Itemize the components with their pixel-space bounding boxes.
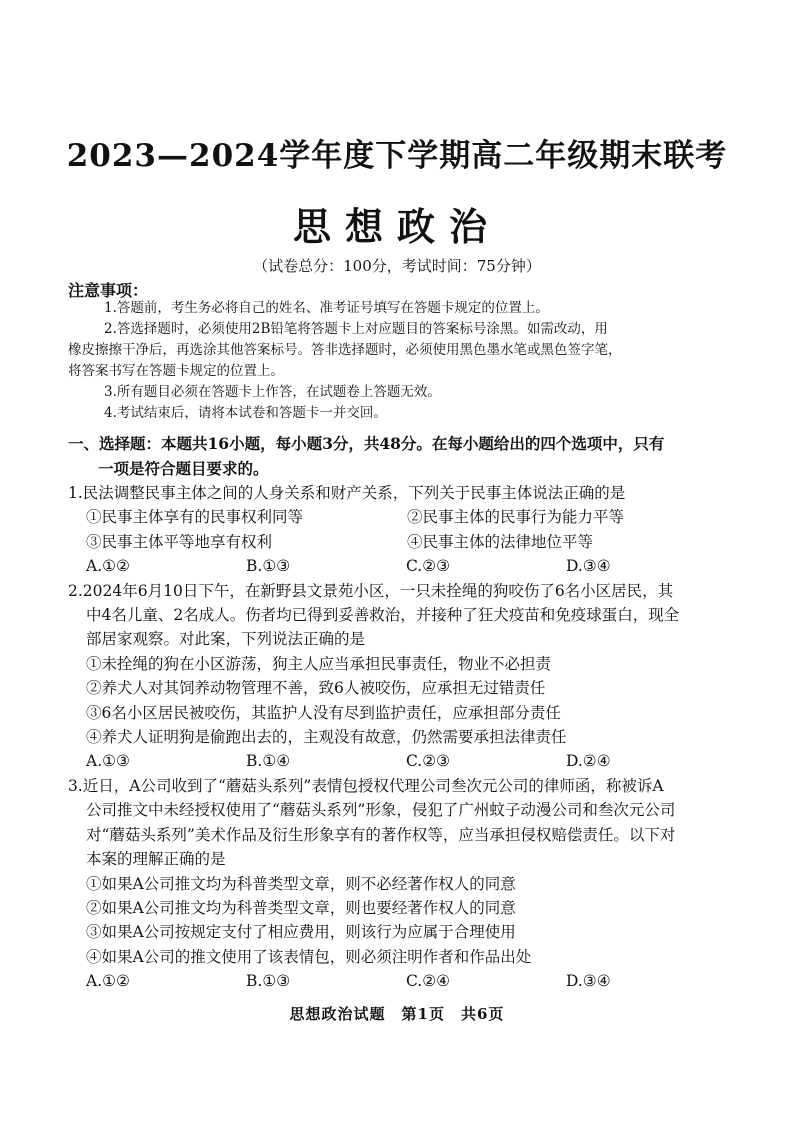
- notice-item: 将答案书写在答题卡规定的位置上。: [68, 363, 284, 379]
- option-item: ③民事主体平等地享有权利: [86, 532, 273, 551]
- choice-d: D.③④: [566, 557, 611, 576]
- choice-a: A.①③: [86, 752, 130, 771]
- option-item: ②民事主体的民事行为能力平等: [407, 508, 625, 527]
- notice-item: 4.考试结束后，请将本试卷和答题卡一并交回。: [104, 405, 387, 421]
- choice-d: D.③④: [566, 972, 611, 991]
- choice-c: C.②③: [406, 752, 451, 771]
- exam-info: （试卷总分：100分，考试时间：75分钟）: [253, 257, 541, 275]
- notice-heading: 注意事项：: [68, 281, 149, 300]
- choice-b: B.①③: [246, 557, 291, 576]
- question-stem: 2.2024年6月10日下午，在新野县文景苑小区，一只未拴绳的狗咬伤了6名小区居民，其: [68, 581, 674, 600]
- option-item: ④如果A公司的推文使用了该表情包，则必须注明作者和作品出处: [86, 947, 532, 966]
- question-stem: 中4名儿童、2名成人。伤者均已得到妥善救治，并接种了狂犬疫苗和免疫球蛋白，现全: [86, 606, 680, 625]
- exam-title: 2023—2024学年度下学期高二年级期末联考: [66, 138, 728, 174]
- section-heading-line: 一项是符合题目要求的。: [98, 459, 269, 478]
- choice-c: C.②③: [406, 557, 451, 576]
- choice-c: C.②④: [406, 972, 451, 991]
- option-item: ④养犬人证明狗是偷跑出去的，主观没有故意，仍然需要承担法律责任: [86, 728, 567, 747]
- answer-choices: [68, 554, 728, 578]
- question-1: [68, 481, 728, 579]
- choice-b: B.①③: [246, 972, 291, 991]
- option-item: ①未拴绳的狗在小区游荡，狗主人应当承担民事责任，物业不必担责: [86, 654, 552, 673]
- question-stem: 本案的理解正确的是: [86, 850, 226, 869]
- question-2: [68, 579, 728, 774]
- option-row: [68, 505, 728, 529]
- choice-d: D.②④: [566, 752, 611, 771]
- subject-title: 思想政治: [292, 204, 501, 249]
- choice-a: A.①②: [86, 557, 130, 576]
- notice-list: [68, 298, 718, 424]
- question-area: [68, 481, 728, 994]
- choice-a: A.①②: [86, 972, 130, 991]
- section-heading-line: 一、选择题：本题共16小题，每小题3分，共48分。在每小题给出的四个选项中，只有: [68, 434, 665, 453]
- question-stem: 部居家观察。对此案，下列说法正确的是: [86, 630, 366, 649]
- question-stem: 对“蘑菇头系列”美术作品及衍生形象享有的著作权等，应当承担侵权赔偿责任。以下对: [86, 825, 676, 844]
- option-item: ①如果A公司推文均为科普类型文章，则不必经著作权人的同意: [86, 874, 516, 893]
- answer-choices: [68, 969, 728, 993]
- option-item: ②如果A公司推文均为科普类型文章，则也要经著作权人的同意: [86, 898, 516, 917]
- option-row: [68, 530, 728, 554]
- option-item: ①民事主体享有的民事权利同等: [86, 508, 304, 527]
- notice-item: 2.答选择题时，必须使用2B铅笔将答题卡上对应题目的答案标号涂黑。如需改动，用: [104, 321, 608, 337]
- question-stem: 1.民法调整民事主体之间的人身关系和财产关系，下列关于民事主体说法正确的是: [68, 484, 626, 502]
- option-item: ②养犬人对其饲养动物管理不善，致6人被咬伤，应承担无过错责任: [86, 679, 546, 698]
- answer-choices: [68, 749, 728, 773]
- section-heading: [68, 431, 728, 481]
- option-item: ④民事主体的法律地位平等: [407, 532, 594, 551]
- question-stem: 3.近日，A公司收到了“蘑菇头系列”表情包授权代理公司叁次元公司的律师函，称被诉A: [68, 776, 664, 795]
- notice-item: 3.所有题目必须在答题卡上作答，在试题卷上答题无效。: [104, 384, 441, 400]
- question-3: [68, 774, 728, 994]
- page-footer: 思想政治试题 第1页 共6页: [289, 1005, 505, 1023]
- option-item: ③6名小区居民被咬伤，其监护人没有尽到监护责任，应承担部分责任: [86, 703, 561, 722]
- question-stem: 公司推文中未经授权使用了“蘑菇头系列”形象，侵犯了广州蚊子动漫公司和叁次元公司: [86, 801, 676, 820]
- notice-item: 橡皮擦擦干净后，再选涂其他答案标号。答非选择题时，必须使用黑色墨水笔或黑色签字笔，: [68, 342, 622, 358]
- notice-item: 1.答题前，考生务必将自己的姓名、准考证号填写在答题卡规定的位置上。: [104, 300, 549, 316]
- option-item: ③如果A公司按规定支付了相应费用，则该行为应属于合理使用: [86, 923, 516, 942]
- choice-b: B.①④: [246, 752, 291, 771]
